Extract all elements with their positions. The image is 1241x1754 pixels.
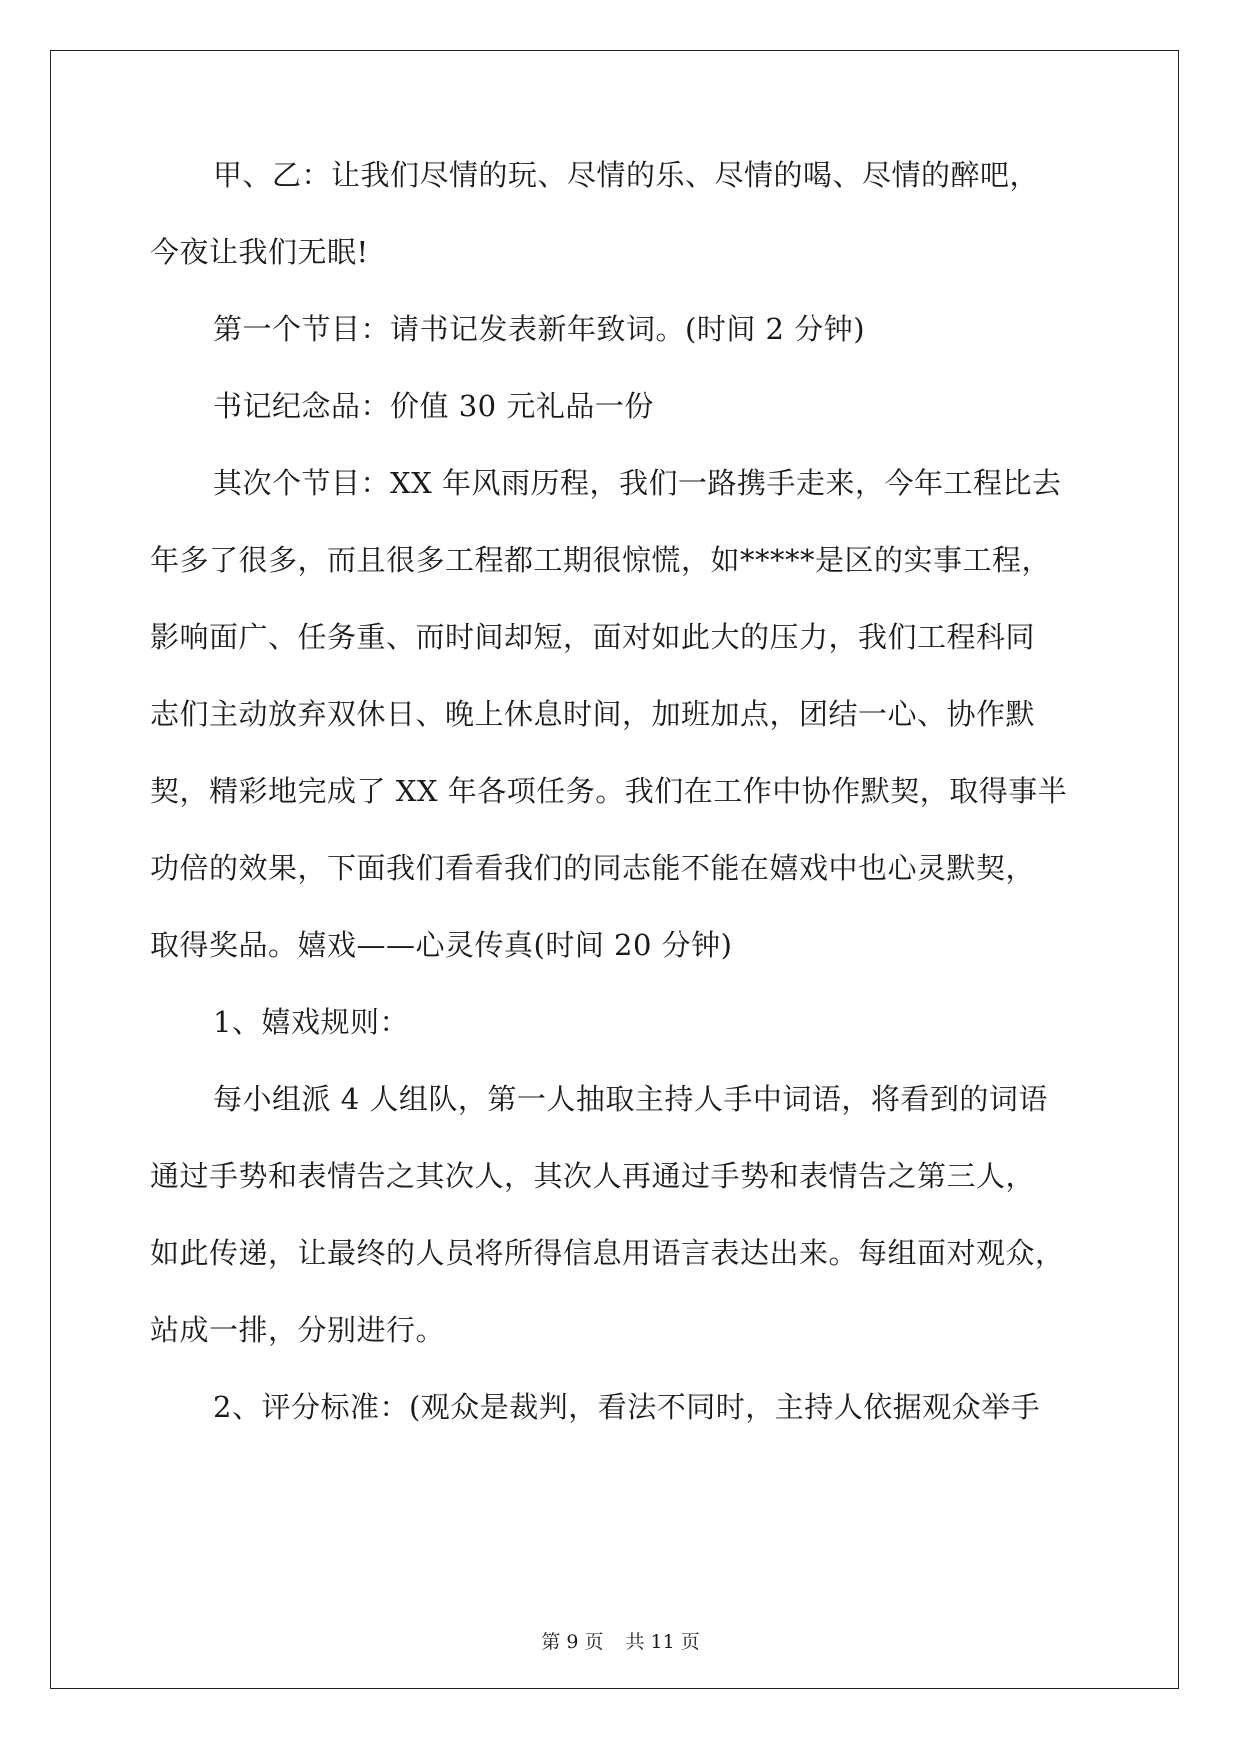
text-line: 取得奖品。嬉戏——心灵传真(时间 20 分钟)	[150, 928, 733, 962]
page-footer	[0, 1630, 1241, 1654]
text-line: 年多了很多，而且很多工程都工期很惊慌，如*****是区的实事工程，	[150, 543, 1052, 577]
page-number-current: 第 9 页	[541, 1631, 604, 1653]
text-line: 契，精彩地完成了 XX 年各项任务。我们在工作中协作默契，取得事半	[150, 774, 1068, 808]
text-line: 今夜让我们无眠!	[150, 235, 369, 269]
text-line: 2、评分标准：(观众是裁判，看法不同时，主持人依据观众举手	[213, 1390, 1041, 1424]
page-number-total: 共 11 页	[625, 1631, 700, 1653]
text-line: 如此传递，让最终的人员将所得信息用语言表达出来。每组面对观众，	[150, 1236, 1065, 1270]
text-line: 1、嬉戏规则：	[213, 1005, 409, 1039]
text-line: 书记纪念品：价值 30 元礼品一份	[213, 389, 654, 423]
text-line: 其次个节目：XX 年风雨历程，我们一路携手走来，今年工程比去	[213, 466, 1062, 500]
text-line: 志们主动放弃双休日、晚上休息时间，加班加点，团结一心、协作默	[150, 697, 1036, 731]
text-line: 每小组派 4 人组队，第一人抽取主持人手中词语，将看到的词语	[213, 1082, 1048, 1116]
text-line: 影响面广、任务重、而时间却短，面对如此大的压力，我们工程科同	[150, 620, 1036, 654]
text-line: 站成一排，分别进行。	[150, 1313, 446, 1347]
text-line: 通过手势和表情告之其次人，其次人再通过手势和表情告之第三人，	[150, 1159, 1036, 1193]
text-line: 甲、乙：让我们尽情的玩、尽情的乐、尽情的喝、尽情的醉吧，	[213, 158, 1040, 192]
text-line: 第一个节目：请书记发表新年致词。(时间 2 分钟)	[213, 312, 866, 346]
text-line: 功倍的效果，下面我们看看我们的同志能不能在嬉戏中也心灵默契，	[150, 851, 1036, 885]
